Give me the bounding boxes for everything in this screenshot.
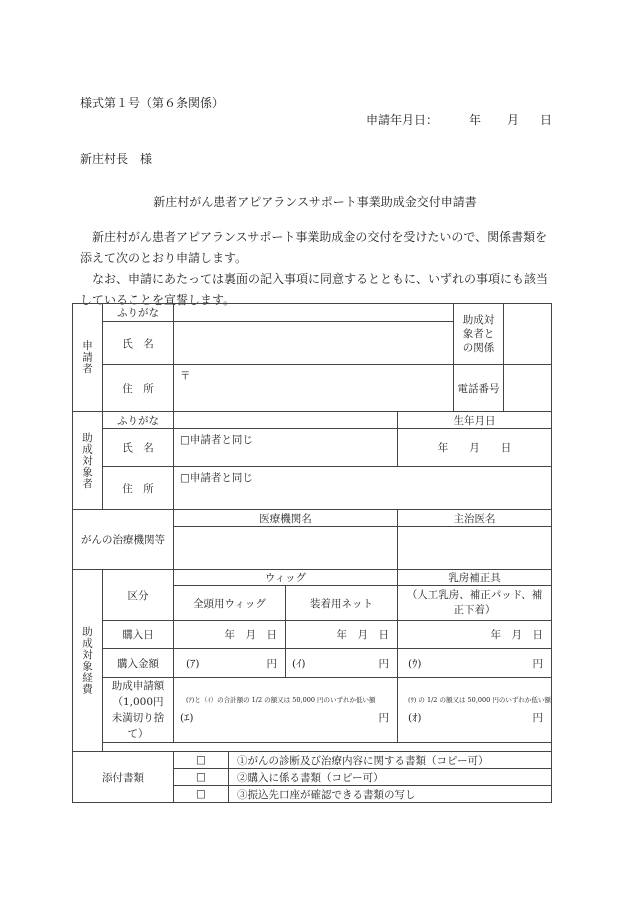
applicant-name-label: 氏 名	[103, 322, 174, 365]
request-amount-breast-field[interactable]	[398, 678, 552, 743]
hospital-field[interactable]	[174, 527, 398, 570]
purchase-date-wig-net[interactable]: 年 月 日	[286, 621, 398, 649]
note-wig: (ｱ)と（ｲ）の合計額の 1/2 の額又は 50,000 円のいずれか低い額	[186, 696, 376, 704]
subject-name-label: 氏 名	[103, 429, 174, 467]
page-title: 新庄村がん患者アピアランスサポート事業助成金交付申請書	[153, 195, 477, 209]
relation-label: 助成対象者との関係	[454, 304, 504, 365]
request-o-yen: 円	[532, 712, 543, 724]
attachment-3-text: ③振込先口座が確認できる書類の写し	[229, 786, 552, 803]
applicant-address-field[interactable]	[174, 365, 454, 412]
applicant-furigana-field[interactable]	[174, 304, 454, 322]
request-amount-label: 助成申請額（1,000円未満切り捨て）	[103, 678, 174, 743]
hospital-label: 医療機関名	[174, 510, 398, 527]
wig-net-label: 装着用ネット	[286, 586, 398, 621]
doctor-field[interactable]	[398, 527, 552, 570]
purchase-date-breast[interactable]: 年 月 日	[398, 621, 552, 649]
birthdate-label: 生年月日	[398, 412, 552, 429]
expenses-spacer	[103, 743, 552, 752]
breast-detail-label: （人工乳房、補正パッド、補正下着）	[398, 586, 552, 621]
paragraph-1: 新庄村がん患者アピアランスサポート事業助成金の交付を受けたいので、関係書類を添えて次のとおり申請します。	[80, 230, 548, 265]
category-label: 区分	[103, 570, 174, 621]
applicant-address-label: 住 所	[103, 365, 174, 412]
attachment-2-checkbox[interactable]: □	[174, 769, 229, 786]
date-day: 日	[540, 113, 553, 127]
request-amount-wig-field[interactable]	[174, 678, 398, 743]
purchase-amount-label: 購入金額	[103, 649, 174, 678]
subject-section-label: 助成対象者	[73, 412, 103, 510]
amount-c-marker: (ｳ)	[408, 657, 422, 670]
relation-field[interactable]	[504, 304, 552, 365]
postal-mark: 〒	[180, 370, 191, 382]
wig-full-label: 全頭用ウィッグ	[174, 586, 286, 621]
amount-b-yen: 円	[378, 657, 389, 670]
date-label: 申請年月日：	[366, 113, 439, 127]
paragraph-2: なお、申請にあたっては裏面の記入事項に同意するとともに、いずれの事項にも該当していることを宣誓します。	[80, 272, 549, 307]
attachment-1-checkbox[interactable]: □	[174, 752, 229, 769]
amount-a-field[interactable]	[174, 649, 286, 678]
birthdate-field[interactable]: 年 月 日	[398, 429, 552, 467]
attachment-2-text: ②購入に係る書類（コピー可）	[229, 769, 552, 786]
applicant-name-field[interactable]	[174, 322, 454, 365]
expenses-section-label: 助成対象経費	[73, 570, 103, 752]
note-breast: (ｳ) の 1/2 の額又は 50,000 円のいずれか低い額	[408, 696, 551, 704]
attachment-1-text: ①がんの診断及び治療内容に関する書類（コピー可）	[229, 752, 552, 769]
request-e-marker: (ｴ)	[180, 712, 194, 724]
subject-address-field[interactable]	[174, 467, 552, 510]
wig-label: ウィッグ	[174, 570, 398, 586]
amount-a-yen: 円	[266, 657, 277, 670]
attachments-label: 添付書類	[73, 752, 174, 803]
applicant-section-label: 申請者	[73, 304, 103, 412]
applicant-furigana-label: ふりがな	[103, 304, 174, 322]
institution-label: がんの治療機関等	[73, 510, 174, 570]
doctor-label: 主治医名	[398, 510, 552, 527]
request-o-marker: (ｵ)	[408, 712, 422, 724]
date-year: 年	[469, 113, 482, 127]
subject-furigana-field[interactable]	[174, 412, 398, 429]
same-as-applicant-checkbox[interactable]: □申請者と同じ	[180, 434, 253, 446]
amount-a-marker: (ｱ)	[186, 657, 200, 670]
amount-c-yen: 円	[532, 657, 543, 670]
breast-label: 乳房補正具	[398, 570, 552, 586]
amount-b-field[interactable]	[286, 649, 398, 678]
phone-field[interactable]	[504, 365, 552, 412]
request-e-yen: 円	[378, 712, 389, 724]
phone-label: 電話番号	[454, 365, 504, 412]
amount-c-field[interactable]	[398, 649, 552, 678]
application-form-table	[72, 303, 552, 803]
attachment-3-checkbox[interactable]: □	[174, 786, 229, 803]
date-month: 月	[507, 113, 520, 127]
purchase-date-label: 購入日	[103, 621, 174, 649]
subject-address-label: 住 所	[103, 467, 174, 510]
form-number: 様式第１号（第６条関係）	[80, 96, 225, 110]
subject-furigana-label: ふりがな	[103, 412, 174, 429]
amount-b-marker: (ｲ)	[292, 657, 306, 670]
purchase-date-wig-full[interactable]: 年 月 日	[174, 621, 286, 649]
addressee: 新庄村長 様	[80, 152, 153, 166]
subject-name-field[interactable]	[174, 429, 398, 467]
same-as-applicant-checkbox-address[interactable]: □申請者と同じ	[180, 472, 253, 484]
